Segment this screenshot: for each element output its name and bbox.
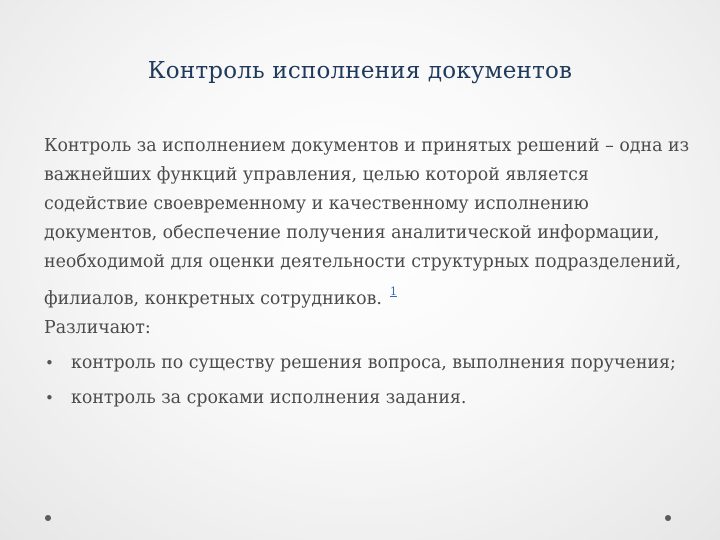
list-item <box>44 349 694 378</box>
list-item-text: контроль за сроками исполнения задания. <box>71 388 467 408</box>
bullet-icon: • <box>45 389 54 407</box>
list-item-text: контроль по существу решения вопроса, выполнения поручения; <box>71 353 676 373</box>
lead-in-text: Различают: <box>44 318 151 338</box>
main-paragraph-text: Контроль за исполнением документов и принятых решений – одна из важнейших функций управления, целью которой является содействие своевременному и качественному исполнению документов, обеспечение получения аналитической информации, необходимой для оценки деятельности структурных подразделений, филиалов, конкретных сотрудников. <box>44 136 690 309</box>
slide-body <box>44 132 694 413</box>
bullet-icon: • <box>45 354 54 372</box>
bullet-list <box>44 349 694 413</box>
main-paragraph <box>44 132 694 314</box>
corner-dot-left-icon <box>45 515 51 521</box>
footnote-reference-link[interactable]: 1 <box>389 285 397 298</box>
slide-title: Контроль исполнения документов <box>147 58 573 84</box>
corner-dot-right-icon <box>665 515 671 521</box>
list-item <box>44 384 694 413</box>
